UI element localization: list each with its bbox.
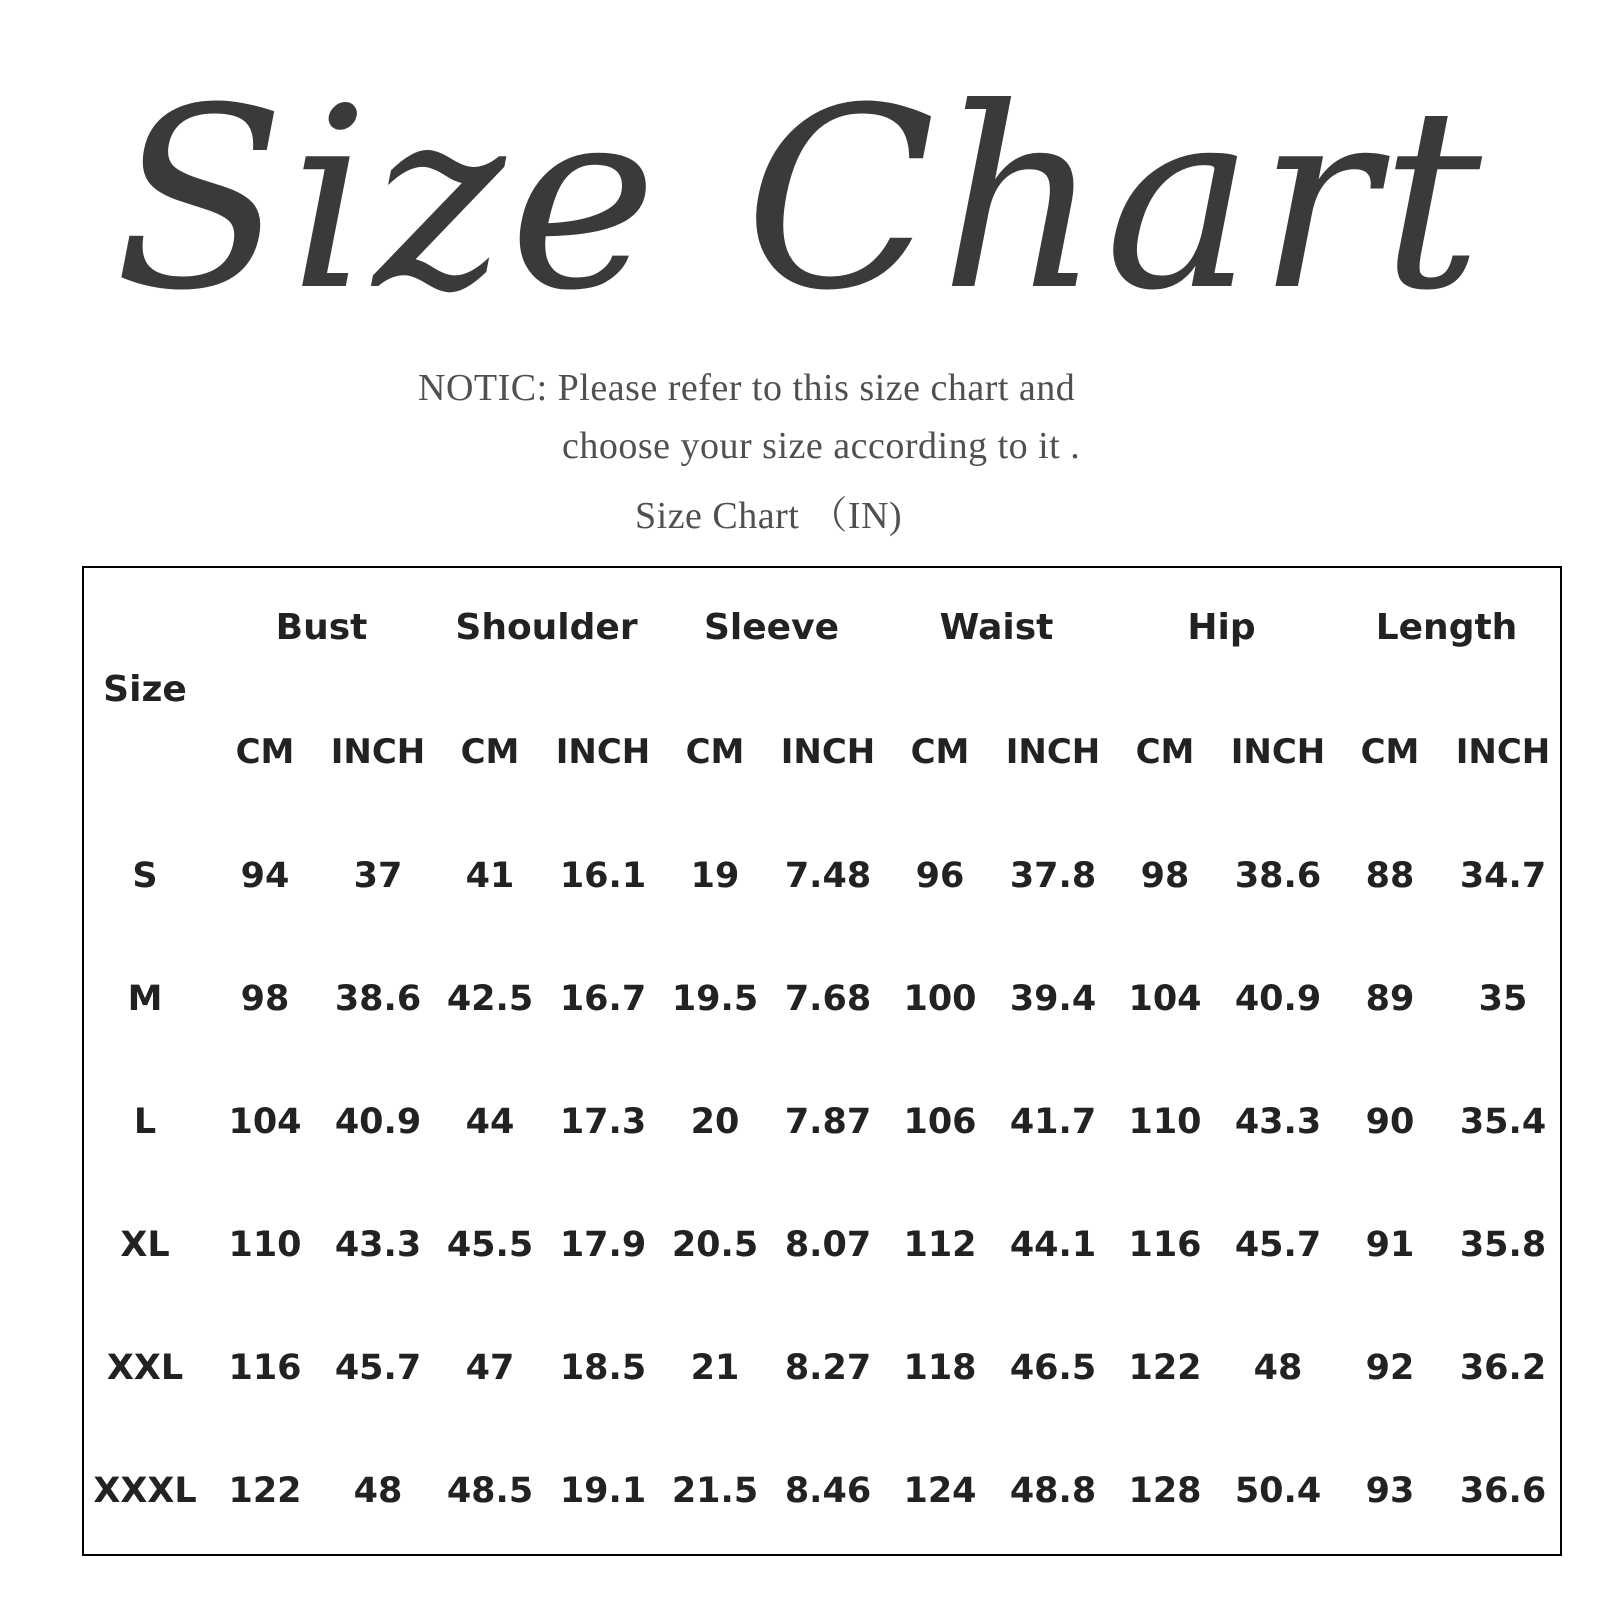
table-cell: 7.87 <box>784 1102 872 1142</box>
table-cell: 20.5 <box>671 1225 759 1265</box>
table-cell: 16.7 <box>559 979 647 1019</box>
table-cell: 21 <box>690 1348 740 1388</box>
table-cell: 128 <box>1128 1471 1202 1511</box>
table-cell: 98 <box>1140 856 1190 896</box>
table-cell: 118 <box>903 1348 977 1388</box>
table-cell: 35.8 <box>1459 1225 1547 1265</box>
table-cell: 35.4 <box>1459 1102 1547 1142</box>
table-cell: 40.9 <box>334 1102 422 1142</box>
table-cell: 18.5 <box>559 1348 647 1388</box>
table-cell: 89 <box>1365 979 1415 1019</box>
table-cell: 100 <box>903 979 977 1019</box>
table-cell: 34.7 <box>1459 856 1547 896</box>
table-cell: 116 <box>228 1348 302 1388</box>
table-cell: 45.5 <box>446 1225 534 1265</box>
unit-header: INCH <box>1005 732 1101 772</box>
table-cell: 19.1 <box>559 1471 647 1511</box>
table-cell: 45.7 <box>334 1348 422 1388</box>
size-column-header: Size <box>103 669 187 710</box>
table-cell: 7.68 <box>784 979 872 1019</box>
table-cell: 88 <box>1365 856 1415 896</box>
table-cell: 38.6 <box>1234 856 1322 896</box>
table-cell: 96 <box>915 856 965 896</box>
table-cell: 21.5 <box>671 1471 759 1511</box>
table-cell: 44.1 <box>1009 1225 1097 1265</box>
table-cell: 94 <box>240 856 290 896</box>
measure-group-header: Shoulder <box>455 607 638 648</box>
table-cell: 93 <box>1365 1471 1415 1511</box>
table-cell: 45.7 <box>1234 1225 1322 1265</box>
size-table-frame <box>82 566 1562 1556</box>
unit-header: INCH <box>555 732 651 772</box>
table-cell: 35 <box>1478 979 1528 1019</box>
unit-header: CM <box>1360 732 1420 772</box>
size-chart-title: Size Chart <box>114 54 1486 345</box>
notice-line-1: NOTIC: Please refer to this size chart and <box>418 367 1076 409</box>
table-cell: 110 <box>228 1225 302 1265</box>
table-cell: 7.48 <box>784 856 872 896</box>
unit-header: CM <box>460 732 520 772</box>
table-cell: 38.6 <box>334 979 422 1019</box>
unit-header: CM <box>235 732 295 772</box>
measure-group-header: Length <box>1375 607 1518 648</box>
notice-line-2: choose your size according to it . <box>562 425 1081 467</box>
table-cell: 104 <box>228 1102 302 1142</box>
table-cell: 110 <box>1128 1102 1202 1142</box>
table-cell: 43.3 <box>1234 1102 1322 1142</box>
table-cell: 19 <box>690 856 740 896</box>
table-cell: 20 <box>690 1102 740 1142</box>
table-cell: 40.9 <box>1234 979 1322 1019</box>
measure-group-header: Waist <box>939 607 1054 648</box>
table-cell: 43.3 <box>334 1225 422 1265</box>
table-cell: 106 <box>903 1102 977 1142</box>
table-cell: 48 <box>1253 1348 1303 1388</box>
table-cell: 98 <box>240 979 290 1019</box>
table-cell: 122 <box>1128 1348 1202 1388</box>
size-label: XL <box>120 1225 170 1265</box>
size-label: XXXL <box>93 1471 197 1511</box>
table-cell: 41.7 <box>1009 1102 1097 1142</box>
table-cell: 17.3 <box>559 1102 647 1142</box>
table-cell: 91 <box>1365 1225 1415 1265</box>
unit-header: CM <box>685 732 745 772</box>
table-cell: 104 <box>1128 979 1202 1019</box>
unit-header: CM <box>1135 732 1195 772</box>
unit-header: INCH <box>1455 732 1551 772</box>
table-cell: 8.46 <box>784 1471 872 1511</box>
size-label: XXL <box>106 1348 184 1388</box>
table-cell: 48.5 <box>446 1471 534 1511</box>
table-cell: 90 <box>1365 1102 1415 1142</box>
table-cell: 46.5 <box>1009 1348 1097 1388</box>
table-cell: 17.9 <box>559 1225 647 1265</box>
unit-header: INCH <box>330 732 426 772</box>
unit-header: CM <box>910 732 970 772</box>
table-cell: 16.1 <box>559 856 647 896</box>
unit-header: INCH <box>1230 732 1326 772</box>
measure-group-header: Sleeve <box>704 607 839 648</box>
table-cell: 116 <box>1128 1225 1202 1265</box>
table-cell: 36.6 <box>1459 1471 1547 1511</box>
table-subtitle: Size Chart （IN) <box>635 495 903 537</box>
table-cell: 8.27 <box>784 1348 872 1388</box>
table-cell: 44 <box>465 1102 515 1142</box>
table-cell: 92 <box>1365 1348 1415 1388</box>
measure-group-header: Bust <box>275 607 368 648</box>
size-label: M <box>127 979 163 1019</box>
unit-header: INCH <box>780 732 876 772</box>
table-cell: 41 <box>465 856 515 896</box>
measure-group-header: Hip <box>1187 607 1256 648</box>
table-cell: 122 <box>228 1471 302 1511</box>
table-cell: 50.4 <box>1234 1471 1322 1511</box>
table-cell: 37 <box>353 856 403 896</box>
size-label: S <box>132 856 158 896</box>
table-cell: 48 <box>353 1471 403 1511</box>
table-cell: 48.8 <box>1009 1471 1097 1511</box>
table-cell: 39.4 <box>1009 979 1097 1019</box>
table-cell: 112 <box>903 1225 977 1265</box>
table-cell: 47 <box>465 1348 515 1388</box>
table-cell: 42.5 <box>446 979 534 1019</box>
table-cell: 19.5 <box>671 979 759 1019</box>
table-cell: 124 <box>903 1471 977 1511</box>
size-label: L <box>133 1102 157 1142</box>
table-cell: 37.8 <box>1009 856 1097 896</box>
table-cell: 36.2 <box>1459 1348 1547 1388</box>
table-cell: 8.07 <box>784 1225 872 1265</box>
